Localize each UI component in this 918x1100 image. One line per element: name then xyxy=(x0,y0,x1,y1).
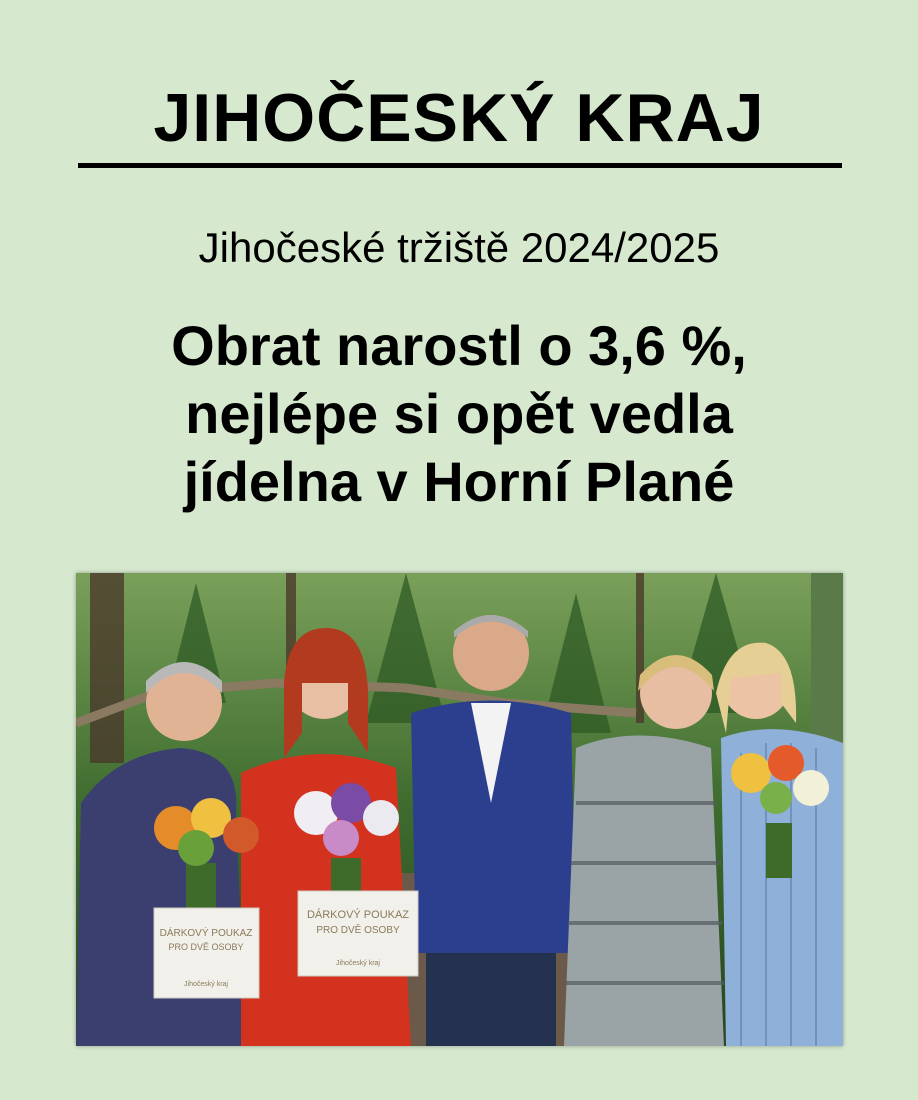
region-title: JIHOČESKÝ KRAJ xyxy=(153,80,765,156)
voucher-left xyxy=(154,908,259,998)
headline xyxy=(40,312,878,516)
headline-line-3: jídelna v Horní Plané xyxy=(183,450,735,513)
headline-line-2: nejlépe si opět vedla xyxy=(185,382,733,445)
title-underline xyxy=(78,163,842,168)
voucher-right-line-2: PRO DVĚ OSOBY xyxy=(316,925,400,936)
news-photo xyxy=(76,573,843,1046)
voucher-right-footer: Jihočeský kraj xyxy=(336,960,380,967)
voucher-left-line-2: PRO DVĚ OSOBY xyxy=(168,942,244,952)
voucher-left-footer: Jihočeský kraj xyxy=(184,981,228,988)
subtitle: Jihočeské tržiště 2024/2025 xyxy=(198,224,720,271)
voucher-left-line-1: DÁRKOVÝ POUKAZ xyxy=(159,928,253,939)
voucher-right xyxy=(298,891,418,976)
headline-line-1: Obrat narostl o 3,6 %, xyxy=(171,314,747,377)
voucher-right-line-1: DÁRKOVÝ POUKAZ xyxy=(306,909,410,921)
